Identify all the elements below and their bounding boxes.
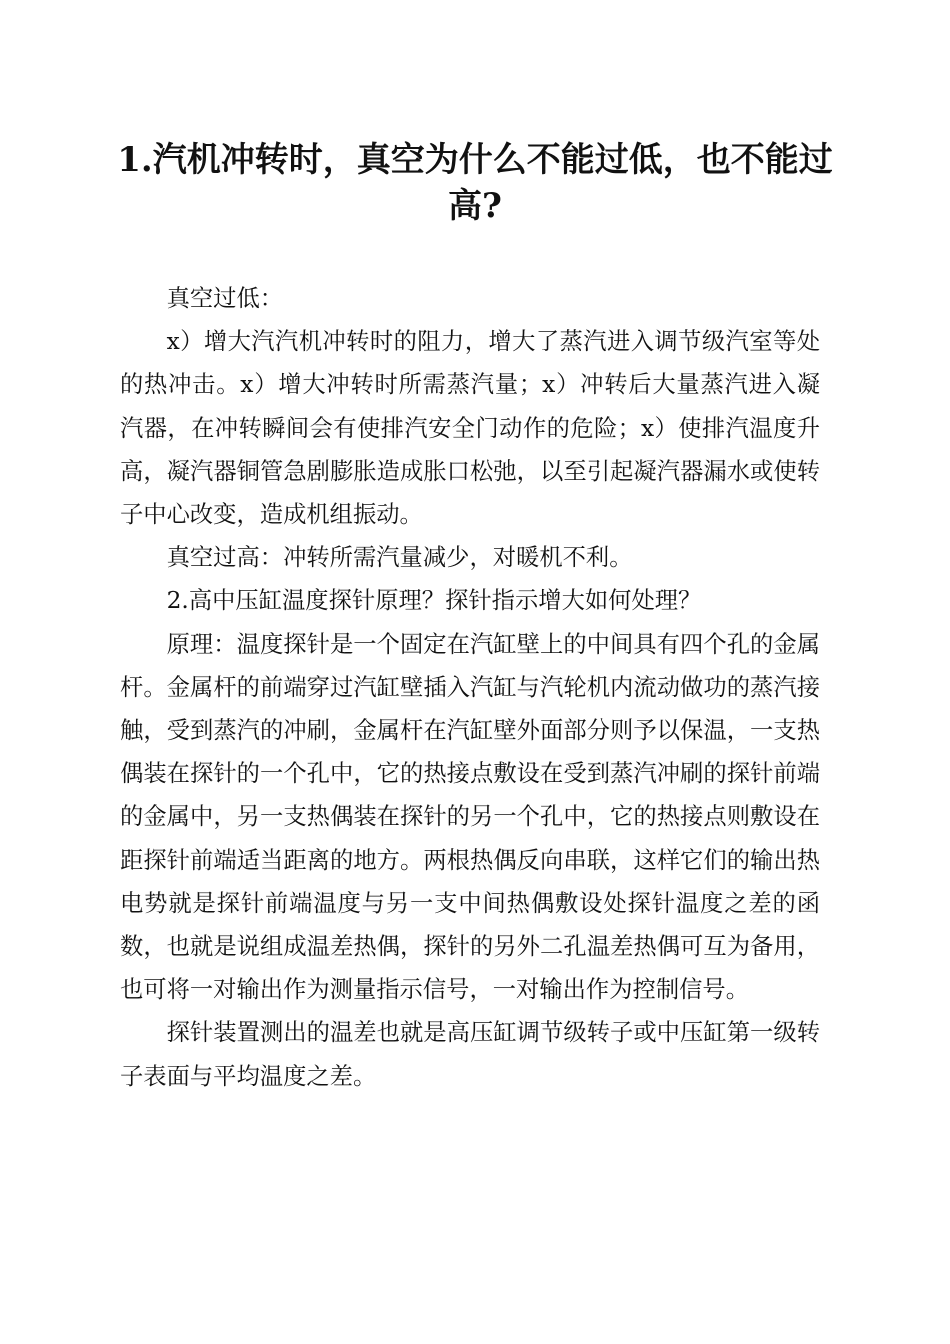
paragraph-probe-temperature-difference: 探针装置测出的温差也就是高压缸调节级转子或中压缸第一级转子表面与平均温度之差。 <box>120 1019 820 1090</box>
paragraph-vacuum-high: 真空过高：冲转所需汽量减少，对暖机不利。 <box>166 544 633 572</box>
paragraph-principle: 原理：温度探针是一个固定在汽缸壁上的中间具有四个孔的金属杆。金属杆的前端穿过汽缸壁插入汽缸与汽轮机内流动做功的蒸汽接触，受到蒸汽的冲刷，金属杆在汽缸壁外面部分则予以保温，一支热偶装在探针的一个孔中，它的热接点敷设在受到蒸汽冲刷的探针前端的金属中，另一支热偶装在探针的另一个孔中，它的热接点则敷设在距探针前端适当距离的地方。两根热偶反向串联，这样它们的输出热电势就是探针前端温度与另一支中间热偶敷设处探针温度之差的函数，也就是说组成温差热偶，探针的另外二孔温差热偶可互为备用，也可将一对输出作为测量指示信号，一对输出作为控制信号。 <box>120 630 820 1004</box>
paragraph-vacuum-low-effects: x）增大汽汽机冲转时的阻力，增大了蒸汽进入调节级汽室等处的热冲击。x）增大冲转时所需蒸汽量；x）冲转后大量蒸汽进入凝汽器，在冲转瞬间会有使排汽安全门动作的危险；x）使排汽温度升高，凝汽器铜管急剧膨胀造成胀口松弛，以至引起凝汽器漏水或使转子中心改变，造成机组振动。 <box>120 328 820 529</box>
document-title: 1.汽机冲转时，真空为什么不能过低，也不能过高? <box>117 140 833 226</box>
paragraph-question-2: 2.高中压缸温度探针原理？探针指示增大如何处理？ <box>166 587 702 615</box>
document-body <box>120 277 820 1098</box>
paragraph-vacuum-low-heading: 真空过低： <box>166 285 284 312</box>
